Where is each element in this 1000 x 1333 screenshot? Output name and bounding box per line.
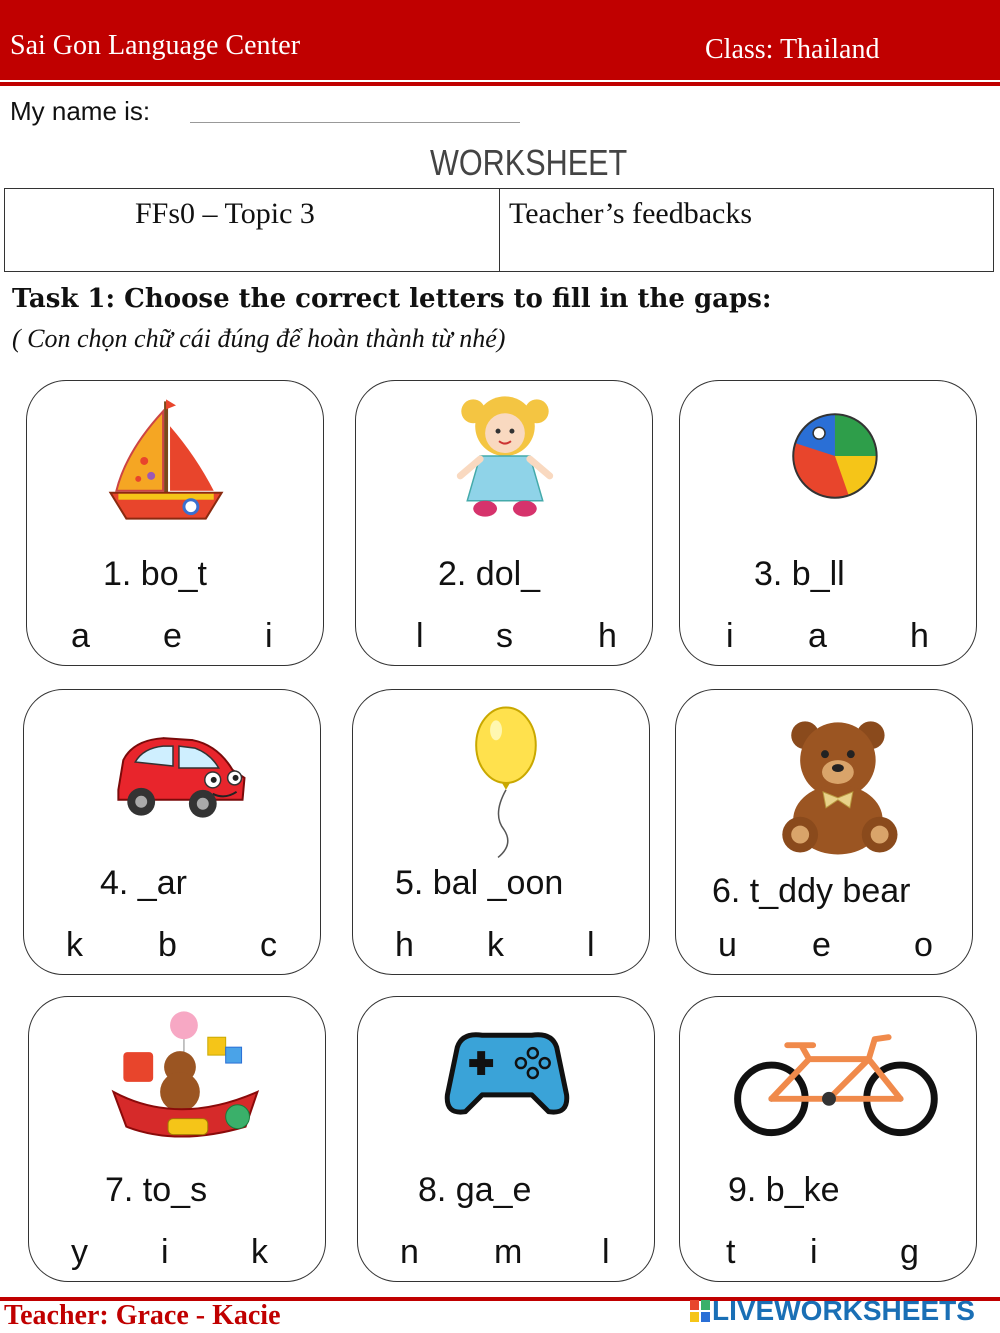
option-letter[interactable]: a [808, 617, 827, 655]
word-label: 3. b_ll [754, 555, 845, 593]
option-letter[interactable]: i [265, 617, 273, 655]
brand-text: LIVEWORKSHEETS [712, 1295, 975, 1326]
option-letter[interactable]: n [400, 1233, 419, 1271]
card-3 [679, 380, 977, 666]
word-label: 5. bal _oon [395, 864, 564, 902]
car-icon [24, 690, 320, 840]
table-divider [499, 189, 500, 271]
teddy-bear-icon [676, 690, 972, 860]
option-letter[interactable]: e [163, 617, 182, 655]
topic-cell: FFs0 – Topic 3 [135, 197, 315, 230]
beach-ball-icon [680, 381, 976, 531]
card-2 [355, 380, 653, 666]
option-letter[interactable]: b [158, 926, 177, 964]
name-label: My name is: [10, 96, 151, 126]
worksheet-title: WORKSHEET [430, 142, 628, 183]
option-letter[interactable]: i [726, 617, 734, 655]
name-input-line[interactable] [190, 122, 520, 123]
option-letter[interactable]: c [260, 926, 277, 964]
option-letter[interactable]: h [395, 926, 414, 964]
option-letter[interactable]: l [602, 1233, 610, 1271]
option-letter[interactable]: k [487, 926, 504, 964]
option-letter[interactable]: s [496, 617, 513, 655]
option-letter[interactable]: h [598, 617, 617, 655]
option-letter[interactable]: l [416, 617, 424, 655]
card-1 [26, 380, 324, 666]
option-letter[interactable]: u [718, 926, 737, 964]
feedback-cell: Teacher’s feedbacks [509, 197, 753, 230]
header-divider [0, 82, 1000, 86]
option-letter[interactable]: y [71, 1233, 88, 1271]
toy-box-icon [29, 997, 325, 1147]
word-label: 1. bo_t [103, 555, 207, 593]
card-9 [679, 996, 977, 1282]
option-letter[interactable]: k [66, 926, 83, 964]
bicycle-icon [680, 997, 976, 1147]
word-label: 9. b_ke [728, 1171, 840, 1209]
word-label: 6. t_ddy bear [712, 872, 911, 910]
word-label: 8. ga_e [418, 1171, 532, 1209]
task-title: Task 1: Choose the correct letters to fill in the gaps: [12, 284, 772, 314]
option-letter[interactable]: k [251, 1233, 268, 1271]
option-letter[interactable]: a [71, 617, 90, 655]
card-5 [352, 689, 650, 975]
game-controller-icon [358, 997, 654, 1147]
doll-icon [356, 381, 652, 531]
task-subtitle: ( Con chọn chữ cái đúng để hoàn thành từ nhé) [12, 324, 506, 353]
option-letter[interactable]: h [910, 617, 929, 655]
info-table [4, 188, 994, 272]
option-letter[interactable]: t [726, 1233, 736, 1271]
liveworksheets-icon [690, 1300, 710, 1322]
card-8 [357, 996, 655, 1282]
sailboat-icon [27, 381, 323, 531]
header-bar [0, 0, 1000, 80]
word-label: 2. dol_ [438, 555, 541, 593]
option-letter[interactable]: g [900, 1233, 919, 1271]
class-name: Class: Thailand [705, 34, 880, 65]
option-letter[interactable]: e [812, 926, 831, 964]
word-label: 7. to_s [105, 1171, 208, 1209]
teacher-name: Teacher: Grace - Kacie [4, 1300, 281, 1331]
card-6 [675, 689, 973, 975]
center-name: Sai Gon Language Center [10, 30, 301, 61]
liveworksheets-logo[interactable] [690, 1295, 975, 1327]
option-letter[interactable]: i [161, 1233, 169, 1271]
card-7 [28, 996, 326, 1282]
option-letter[interactable]: o [914, 926, 933, 964]
option-letter[interactable]: m [494, 1233, 523, 1271]
card-4 [23, 689, 321, 975]
option-letter[interactable]: i [810, 1233, 818, 1271]
word-label: 4. _ar [100, 864, 187, 902]
balloon-icon [353, 690, 649, 860]
option-letter[interactable]: l [587, 926, 595, 964]
